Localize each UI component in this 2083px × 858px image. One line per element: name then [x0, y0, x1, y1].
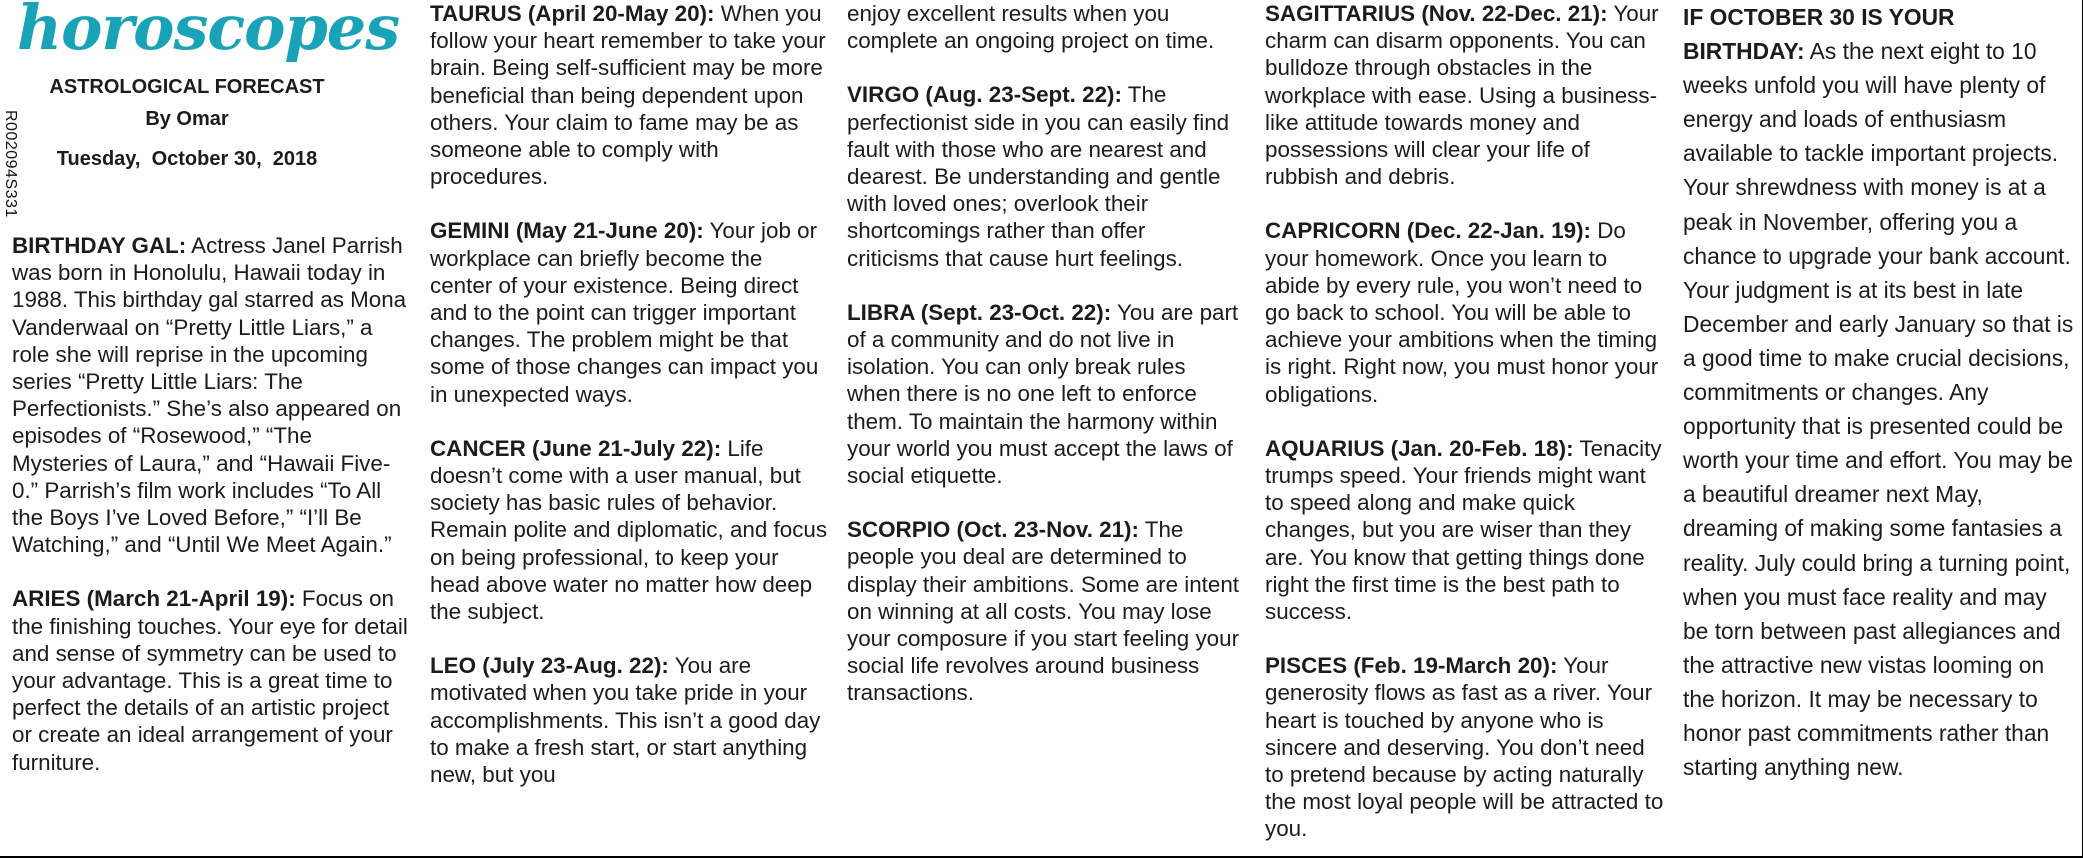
- virgo-text: The perfectionist side in you can easily find fault with those who are nearest and dearest. Be understanding and gentle with loved ones; overlook their shortcomings rather than offer criticisms that cause hurt feelings.: [847, 82, 1230, 271]
- sagittarius-heading: SAGITTARIUS (Nov. 22-Dec. 21):: [1265, 1, 1608, 26]
- capricorn-text: Do your homework. Once you learn to abide by every rule, you won’t need to go back to school. You will be able to achieve your ambitions when the timing is right. Right now, you must honor your obligations.: [1265, 218, 1659, 407]
- cancer-text: Life doesn’t come with a user manual, but society has basic rules of behavior. Remain polite and diplomatic, and focus on being professional, to keep your head above water no matter how deep the subject.: [430, 435, 828, 625]
- pisces-block: [1265, 652, 1665, 842]
- capricorn-block: [1265, 217, 1665, 407]
- libra-block: [847, 299, 1242, 489]
- scorpio-heading: SCORPIO (Oct. 23-Nov. 21):: [847, 517, 1139, 543]
- column-2: [430, 0, 828, 858]
- author-byline: By Omar: [145, 108, 229, 130]
- sagittarius-text: Your charm can disarm opponents. You can bulldoze through obstacles in the workplace with ease. Using a business-like attitude towards money and possessions will clear your life of rubbish and debris.: [1265, 1, 1659, 190]
- aquarius-block: [1265, 435, 1665, 625]
- birthday-gal-block: [12, 232, 412, 558]
- leo-continued-text: enjoy excellent results when you complete an ongoing project on time.: [847, 1, 1215, 54]
- cancer-block: [430, 435, 828, 625]
- birthday-gal-heading: BIRTHDAY GAL:: [12, 233, 187, 258]
- taurus-heading: TAURUS (April 20-May 20):: [430, 1, 715, 26]
- aries-block: [12, 585, 412, 775]
- birthday-forecast-heading: IF OCTOBER 30 IS YOUR BIRTHDAY:: [1683, 4, 1955, 65]
- column-3: [847, 0, 1242, 858]
- gemini-text: Your job or workplace can briefly become the center of your existence. Being direct and to the point can trigger important changes. The problem might be that some of those changes can impact you in unexpected ways.: [430, 218, 819, 407]
- birthday-forecast-text: As the next eight to 10 weeks unfold you will have plenty of energy and loads of enthusiasm available to tackle important projects. Your shrewdness with money is at a peak in November, offering you a chance to upgrade your bank account. Your judgment is at its best in late December and early January so that is a good time to make crucial decisions, commitments or changes. Any opportunity that is presented could be worth your time and effort. You may be a beautiful dreamer next May, dreaming of making some fantasies a reality. July could bring a turning point, when you must face reality and may be torn between past allegiances and the attractive new vistas looming on the horizon. It may be necessary to honor past commitments rather than starting anything new.: [1683, 38, 2074, 781]
- sagittarius-block: [1265, 0, 1665, 190]
- cancer-heading: CANCER (June 21-July 22):: [430, 435, 722, 461]
- pisces-heading: PISCES (Feb. 19-March 20):: [1265, 653, 1558, 679]
- aries-text: Focus on the finishing touches. Your eye for detail and sense of symmetry can be used to your advantage. This is a great time to perfect the details of an artistic project or create an ideal arrangement of your furniture.: [12, 586, 408, 775]
- pisces-text: Your generosity flows as fast as a river. Your heart is touched by anyone who is sincere and deserving. You don’t need to pretend because by acting naturally the most loyal people will be attracted to you.: [1265, 653, 1664, 842]
- publication-date: Tuesday, October 30, 2018: [56, 148, 318, 170]
- column-5: [1683, 0, 2078, 858]
- ad-code-label: R002094S331: [2, 110, 19, 218]
- scorpio-block: [847, 516, 1242, 706]
- virgo-heading: VIRGO (Aug. 23-Sept. 22):: [847, 82, 1122, 108]
- leo-continued-block: [847, 0, 1242, 54]
- birthday-gal-text: Actress Janel Parrish was born in Honolulu, Hawaii today in 1988. This birthday gal starred as Mona Vanderwaal on “Pretty Little Liars,” a role she will reprise in the upcoming series “Pretty Little Liars: The Perfectionists.” She’s also appeared on episodes of “Rosewood,” “The Mysteries of Laura,” and “Hawaii Five-0.” Parrish’s film work includes “To All the Boys I’ve Loved Before,” “I’ll Be Watching,” and “Until We Meet Again.”: [12, 233, 407, 558]
- capricorn-heading: CAPRICORN (Dec. 22-Jan. 19):: [1265, 218, 1591, 244]
- column-1: [12, 0, 412, 858]
- virgo-block: [847, 81, 1242, 271]
- horoscopes-logo: horoscopes: [17, 0, 400, 64]
- taurus-text: When you follow your heart remember to take your brain. Being self-sufficient may be more beneficial than being dependent upon others. Your claim to fame may be as someone able to comply with procedures.: [430, 1, 826, 190]
- aries-heading: ARIES (March 21-April 19):: [12, 586, 296, 612]
- libra-text: You are part of a community and do not live in isolation. You can only break rules when there is no one left to enforce them. To maintain the harmony within your world you must accept the laws of social etiquette.: [847, 299, 1239, 489]
- column-4: [1265, 0, 1665, 858]
- taurus-block: [430, 0, 828, 190]
- leo-heading: LEO (July 23-Aug. 22):: [430, 653, 669, 679]
- leo-text: You are motivated when you take pride in your accomplishments. This isn’t a good day to make a fresh start, or start anything new, but you: [430, 653, 821, 788]
- leo-block: [430, 652, 828, 788]
- aquarius-heading: AQUARIUS (Jan. 20-Feb. 18):: [1265, 435, 1574, 461]
- birthday-forecast-block: [1683, 0, 2078, 784]
- aquarius-text: Tenacity trumps speed. Your friends might want to speed along and make quick changes, but you are wiser than they are. You know that getting things done right the first time is the best path to success.: [1265, 435, 1662, 625]
- gemini-heading: GEMINI (May 21-June 20):: [430, 218, 704, 244]
- masthead: [17, 0, 400, 174]
- gemini-block: [430, 217, 828, 407]
- scorpio-text: The people you deal are determined to display their ambitions. Some are intent on winning at all costs. You may lose your composure if you start feeling your social life revolves around business transactions.: [847, 517, 1240, 706]
- libra-heading: LIBRA (Sept. 23-Oct. 22):: [847, 299, 1112, 325]
- forecast-subtitle: ASTROLOGICAL FORECAST: [49, 76, 325, 98]
